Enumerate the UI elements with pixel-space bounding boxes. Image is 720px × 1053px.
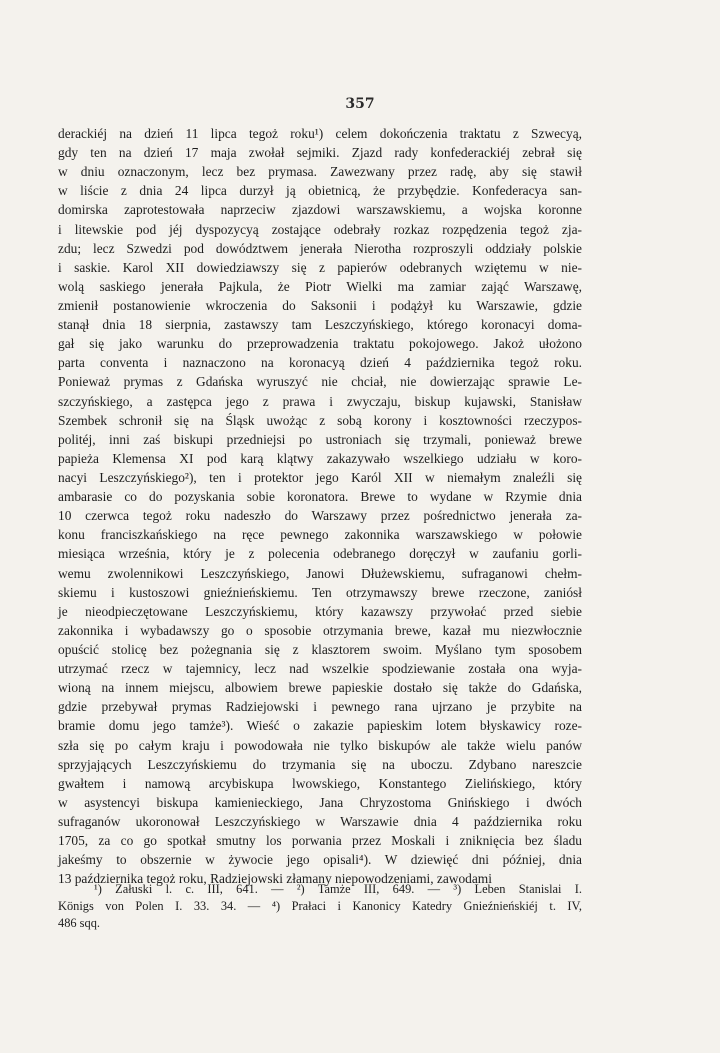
body-line: zdu; lecz Szwedzi pod dowództwem jenerała Nierotha rozproszyli oddziały polskie — [58, 240, 582, 256]
page-number: 357 — [345, 96, 375, 112]
body-line: zmienił postanowienie wkroczenia do Saksonii i podążył ku Warszawie, gdzie — [58, 297, 582, 313]
body-line: 13 października tegoż roku, Radziejowski złamany niepowodzeniami, zawodami — [58, 871, 492, 887]
body-line: opuścić stolicę bez pożegnania się z klasztorem swoim. Myślano tym sposobem — [58, 641, 582, 657]
body-line: nacyi Leszczyńskiego²), ten i protektor jego Karól XII w niemałym znaleźli się — [58, 469, 582, 485]
body-text — [58, 124, 582, 888]
body-line: wemu zwolennikowi Leszczyńskiego, Janowi Dłużewskiemu, sufraganowi chełm- — [58, 565, 582, 581]
body-line: gdy ten na dzień 17 maja zwołał sejmiki. Zjazd rady konfederackiéj zebrał się — [58, 145, 582, 161]
body-line: 1705, za co go spotkał smutny los porwania przez Moskali i zniknięcia bez śladu — [58, 833, 582, 849]
footnote-line: ¹) Załuski l. c. III, 641. — ²) Tamże III, 649. — ³) Leben Stanislai I. — [94, 882, 582, 896]
body-line: gwałtem i namową arcybiskupa lwowskiego, Konstantego Zielińskiego, który — [58, 775, 582, 791]
body-line: i litewskie pod jéj dyspozycyą zostające odebrały rozkaz rozpędzenia tegoż zja- — [58, 221, 582, 237]
body-line: politéj, inni zaś biskupi przedniejsi po ustroniach się trzymali, ponieważ brewe — [58, 431, 582, 447]
body-line: sprzyjających Leszczyńskiemu do trzymania się na uboczu. Zdybano nareszcie — [58, 756, 582, 772]
footnote-line: 486 sqq. — [58, 916, 100, 930]
footnote-line: Königs von Polen I. 33. 34. — ⁴) Prałaci i Kanonicy Katedry Gnieźnieńskiéj t. IV, — [58, 899, 582, 913]
body-line: derackiéj na dzień 11 lipca tegoż roku¹) celem dokończenia traktatu z Szwecyą, — [58, 126, 582, 141]
footnotes — [58, 881, 582, 932]
body-line: stanął dnia 18 sierpnia, zastawszy tam Leszczyńskiego, którego koronacyi doma- — [58, 317, 582, 333]
body-line: 10 czerwca tegoż roku nadeszło do Warszawy przez pośrednictwo jenerała za- — [58, 508, 582, 524]
body-line: konu franciszkańskiego na ręce pewnego zakonnika warszawskiego w połowie — [58, 527, 582, 543]
body-line: w liście z dnia 24 lipca durzył ją obietnicą, że przybędzie. Konfederacya san- — [58, 183, 582, 199]
body-line: szła się po całym kraju i powodowała nie tylko biskupów ale także wielu panów — [58, 737, 582, 753]
body-line: domirska zaprotestowała naprzeciw zjazdowi warszawskiemu, a wojska koronne — [58, 202, 582, 218]
body-line: utrzymać rzecz w tajemnicy, lecz nad wszelkie spodziewanie została ona wyja- — [58, 661, 582, 677]
body-line: wolą saskiego jenerała Pajkula, że Piotr Wielki ma zamiar zająć Warszawę, — [58, 278, 582, 294]
body-line: szczyńskiego, a zastępca jego z prawa i zwyczaju, biskup kujawski, Stanisław — [58, 393, 582, 409]
body-line: parta conventa i naznaczono na koronacyą dzień 4 października tegoż roku. — [58, 355, 582, 371]
body-line: wioną na innem miejscu, albowiem brewe papieskie dostało się także do Gdańska, — [58, 680, 582, 696]
body-line: ambarasie co do pozyskania sobie koronatora. Brewe to wydane w Rzymie dnia — [58, 489, 582, 505]
body-line: Ponieważ prymas z Gdańska wyruszyć nie chciał, nie dowierzając sprawie Le- — [58, 374, 582, 390]
body-line: jakeśmy to obszernie w żywocie jego opisali⁴). W dziewięć dni później, dnia — [58, 852, 582, 868]
body-line: i saskie. Karol XII dowiedziawszy się z papierów odebranych wziętemu w nie- — [58, 259, 582, 275]
body-line: w dniu oznaczonym, lecz bez prymasa. Zawezwany przez radę, aby się stawił — [58, 164, 582, 180]
body-line: gdzie przebywał prymas Radziejowski i pewnego rana ujrzano je przybite na — [58, 699, 582, 715]
body-line: w asystencyi biskupa kamienieckiego, Jana Chryzostoma Gnińskiego i dwóch — [58, 794, 582, 810]
body-line: miesiąca września, który je z polecenia odebranego doręczył w zaufaniu gorli- — [58, 546, 582, 562]
body-line: skiemu i kustoszowi gnieźnieńskiemu. Ten otrzymawszy brewe rzeczone, zaniósł — [58, 584, 582, 600]
body-line: papieża Klemensa XI pod karą klątwy zakazywało wszelkiego udziału w koro- — [58, 450, 582, 466]
body-line: je nieodpieczętowane Leszczyńskiemu, który kazawszy przywołać przed siebie — [58, 603, 582, 619]
body-line: Szembek schronił się na Śląsk uwożąc z sobą korony i kosztowności rzeczypos- — [58, 412, 582, 428]
body-line: zakonnika i wybadawszy go o sposobie otrzymania brewe, kazał mu niezwłocznie — [58, 622, 582, 638]
body-line: sufraganów ukoronował Leszczyńskiego w Warszawie dnia 4 października roku — [58, 813, 582, 829]
body-line: gał się jako warunku do przeprowadzenia traktatu pokojowego. Jakoż ułożono — [58, 336, 582, 352]
body-line: bramie domu jego tamże³). Wieść o zakazie papieskim lotem błyskawicy roze- — [58, 718, 582, 734]
